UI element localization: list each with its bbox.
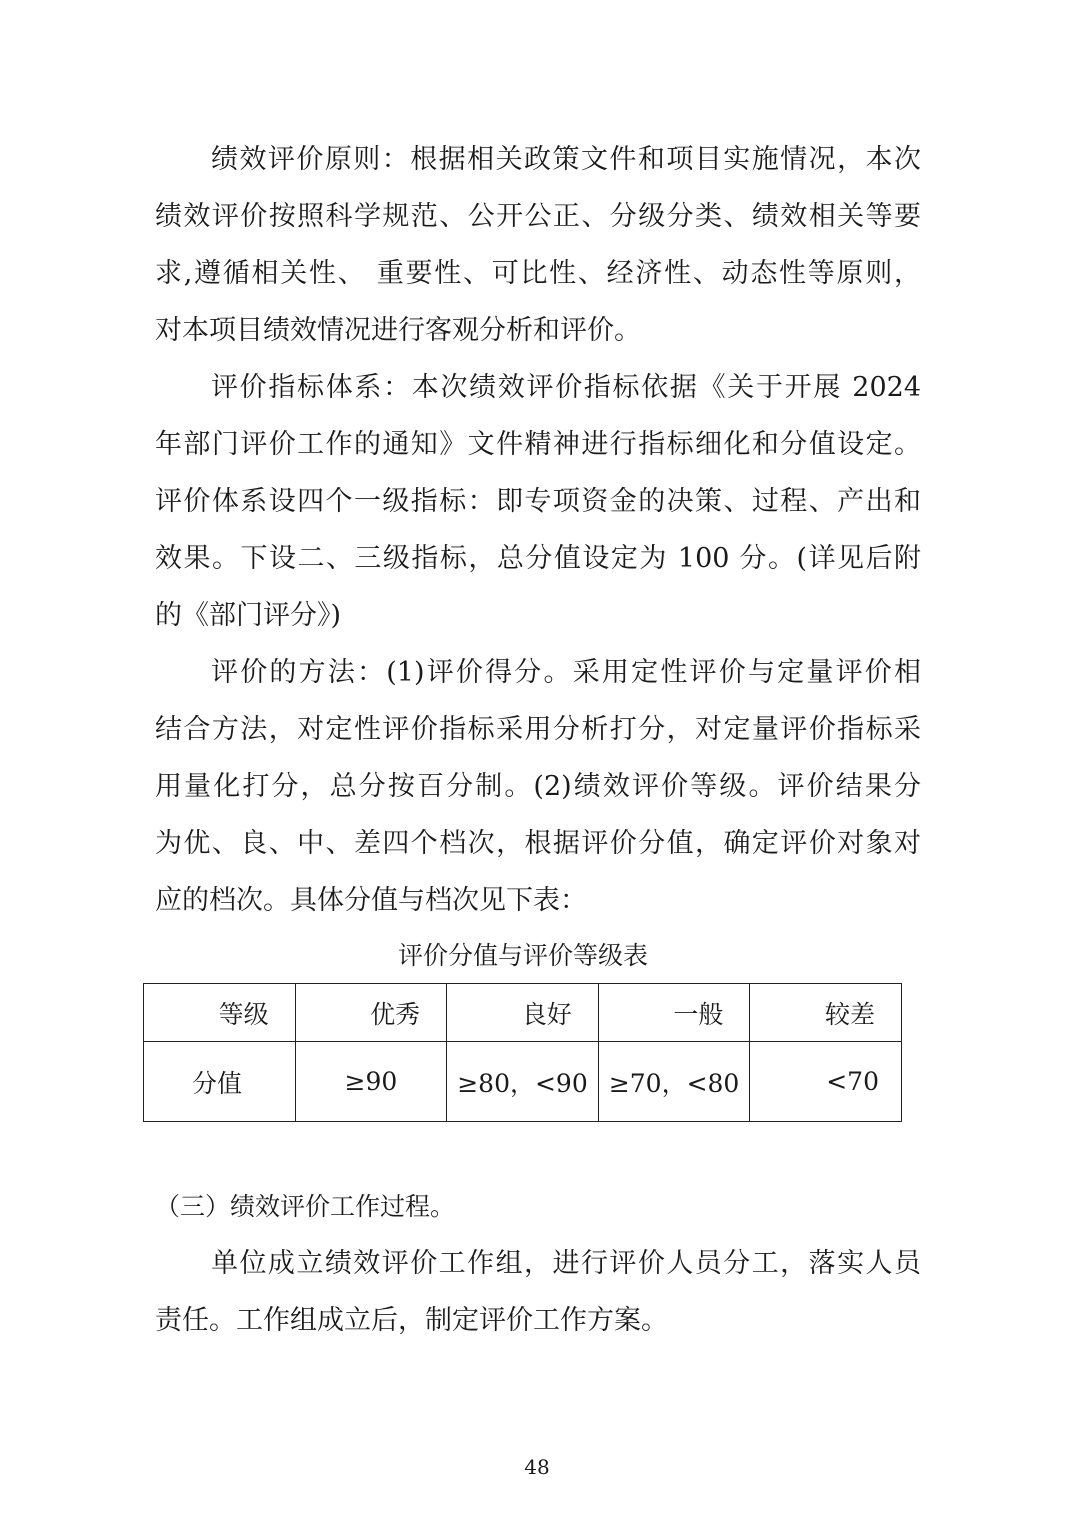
paragraph-3-line-4: 为优、良、中、差四个档次，根据评价分值，确定评价对象对 <box>155 828 921 859</box>
page-number: 48 <box>524 1455 550 1479</box>
table-caption: 评价分值与评价等级表 <box>397 941 648 970</box>
table-header-cell: 等级 <box>144 984 296 1042</box>
table-cell: ≥70，<80 <box>598 1042 750 1122</box>
table-cell: <70 <box>750 1042 902 1122</box>
table-cell: 分值 <box>144 1042 296 1122</box>
paragraph-4-line-1: 单位成立绩效评价工作组，进行评价人员分工，落实人员 <box>211 1248 921 1279</box>
table-header-cell: 良好 <box>447 984 599 1042</box>
paragraph-3-line-2: 结合方法，对定性评价指标采用分析打分，对定量评价指标采 <box>155 714 921 745</box>
section-heading: （三）绩效评价工作过程。 <box>155 1192 456 1221</box>
table-header-cell: 优秀 <box>295 984 447 1042</box>
paragraph-3-line-5: 应的档次。具体分值与档次见下表： <box>155 885 587 916</box>
table-header-row <box>144 984 902 1042</box>
paragraph-3-line-3: 用量化打分，总分按百分制。(2)绩效评价等级。评价结果分 <box>155 771 921 802</box>
paragraph-3-line-1: 评价的方法：(1)评价得分。采用定性评价与定量评价相 <box>211 657 921 688</box>
paragraph-4-line-2: 责任。工作组成立后，制定评价工作方案。 <box>155 1305 668 1336</box>
grade-table <box>143 983 902 1122</box>
paragraph-2-line-5: 的《部门评分》) <box>155 600 342 631</box>
paragraph-2-line-3: 评价体系设四个一级指标：即专项资金的决策、过程、产出和 <box>155 486 921 517</box>
table-row <box>144 1042 902 1122</box>
paragraph-2-line-4: 效果。下设二、三级指标，总分值设定为 100 分。(详见后附 <box>155 543 921 574</box>
table-cell: ≥80，<90 <box>447 1042 599 1122</box>
paragraph-1-line-3: 求,遵循相关性、 重要性、可比性、经济性、动态性等原则， <box>155 258 921 289</box>
paragraph-2-line-1: 评价指标体系：本次绩效评价指标依据《关于开展 2024 <box>211 372 921 403</box>
paragraph-1-line-1: 绩效评价原则：根据相关政策文件和项目实施情况，本次 <box>211 144 921 175</box>
table-cell: ≥90 <box>295 1042 447 1122</box>
table-header-cell: 较差 <box>750 984 902 1042</box>
table-header-cell: 一般 <box>598 984 750 1042</box>
paragraph-1-line-4: 对本项目绩效情况进行客观分析和评价。 <box>155 315 641 346</box>
paragraph-1-line-2: 绩效评价按照科学规范、公开公正、分级分类、绩效相关等要 <box>155 201 921 232</box>
paragraph-2-line-2: 年部门评价工作的通知》文件精神进行指标细化和分值设定。 <box>155 429 921 460</box>
